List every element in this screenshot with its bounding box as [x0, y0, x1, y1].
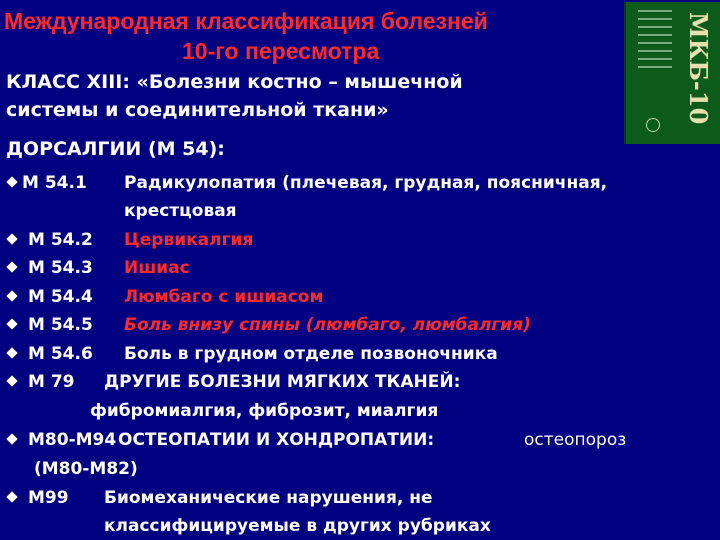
item-description: Цервикалгия: [124, 230, 254, 250]
class-heading-line-2: системы и соединительной ткани»: [6, 99, 389, 121]
icd10-book-cover: [624, 2, 720, 144]
item-description-cont: (М80-М82): [34, 459, 138, 479]
diamond-bullet-icon: [6, 375, 17, 386]
list-item: [6, 229, 254, 251]
list-item: [6, 314, 531, 336]
item-code: М 54.6: [28, 344, 93, 364]
item-description: Боль внизу спины (люмбаго, люмбалгия): [124, 315, 531, 335]
list-item: [6, 371, 461, 421]
book-cover-text-lines: [638, 10, 672, 74]
item-description: Люмбаго с ишиасом: [124, 287, 324, 307]
diamond-bullet-icon: [6, 233, 17, 244]
diamond-bullet-icon: [6, 290, 17, 301]
diamond-bullet-icon: [6, 318, 17, 329]
list-item: [6, 257, 190, 279]
item-code: М99: [28, 488, 69, 508]
diamond-bullet-icon: [6, 433, 17, 444]
diamond-bullet-icon: [6, 261, 17, 272]
item-description: ДРУГИЕ БОЛЕЗНИ МЯГКИХ ТКАНЕЙ:: [104, 372, 461, 392]
slide-title: [4, 6, 614, 66]
list-item: [6, 429, 627, 479]
item-description-cont: фибромиалгия, фиброзит, миалгия: [90, 401, 439, 421]
item-description-extra: остеопороз: [524, 430, 627, 450]
item-description: Биомеханические нарушения, не: [104, 488, 433, 508]
who-emblem-icon: [646, 118, 660, 132]
book-title: МКБ-10: [684, 12, 713, 125]
item-code: М 54.4: [28, 287, 93, 307]
item-description-cont: классифицируемые в других рубриках: [104, 516, 491, 536]
diamond-bullet-icon: [6, 347, 17, 358]
list-item: [6, 286, 324, 308]
item-code: М 54.1: [22, 173, 87, 193]
item-description: Радикулопатия (плечевая, грудная, поясничная,: [124, 173, 608, 193]
diamond-bullet-icon: [6, 176, 17, 187]
item-description: Ишиас: [124, 258, 190, 278]
list-item: [6, 172, 608, 221]
title-line-1: Международная классификация болезней: [4, 8, 488, 34]
diamond-bullet-icon: [6, 491, 17, 502]
dorsalgia-heading: ДОРСАЛГИИ (М 54):: [6, 138, 225, 160]
item-description: Боль в грудном отделе позвоночника: [124, 344, 498, 364]
item-code: М 54.5: [28, 315, 93, 335]
item-code: М 54.2: [28, 230, 93, 250]
class-heading: [6, 68, 616, 124]
title-line-2: 10-го пересмотра: [182, 38, 380, 64]
item-code: М 79: [28, 372, 75, 392]
item-description-cont: крестцовая: [124, 201, 237, 221]
item-description: ОСТЕОПАТИИ И ХОНДРОПАТИИ:: [118, 430, 435, 450]
class-heading-line-1: КЛАСС XIII: «Болезни костно – мышечной: [6, 71, 463, 93]
list-item: [6, 487, 491, 536]
item-code: М 54.3: [28, 258, 93, 278]
item-code: М80-М94: [28, 430, 117, 450]
list-item: [6, 343, 498, 365]
